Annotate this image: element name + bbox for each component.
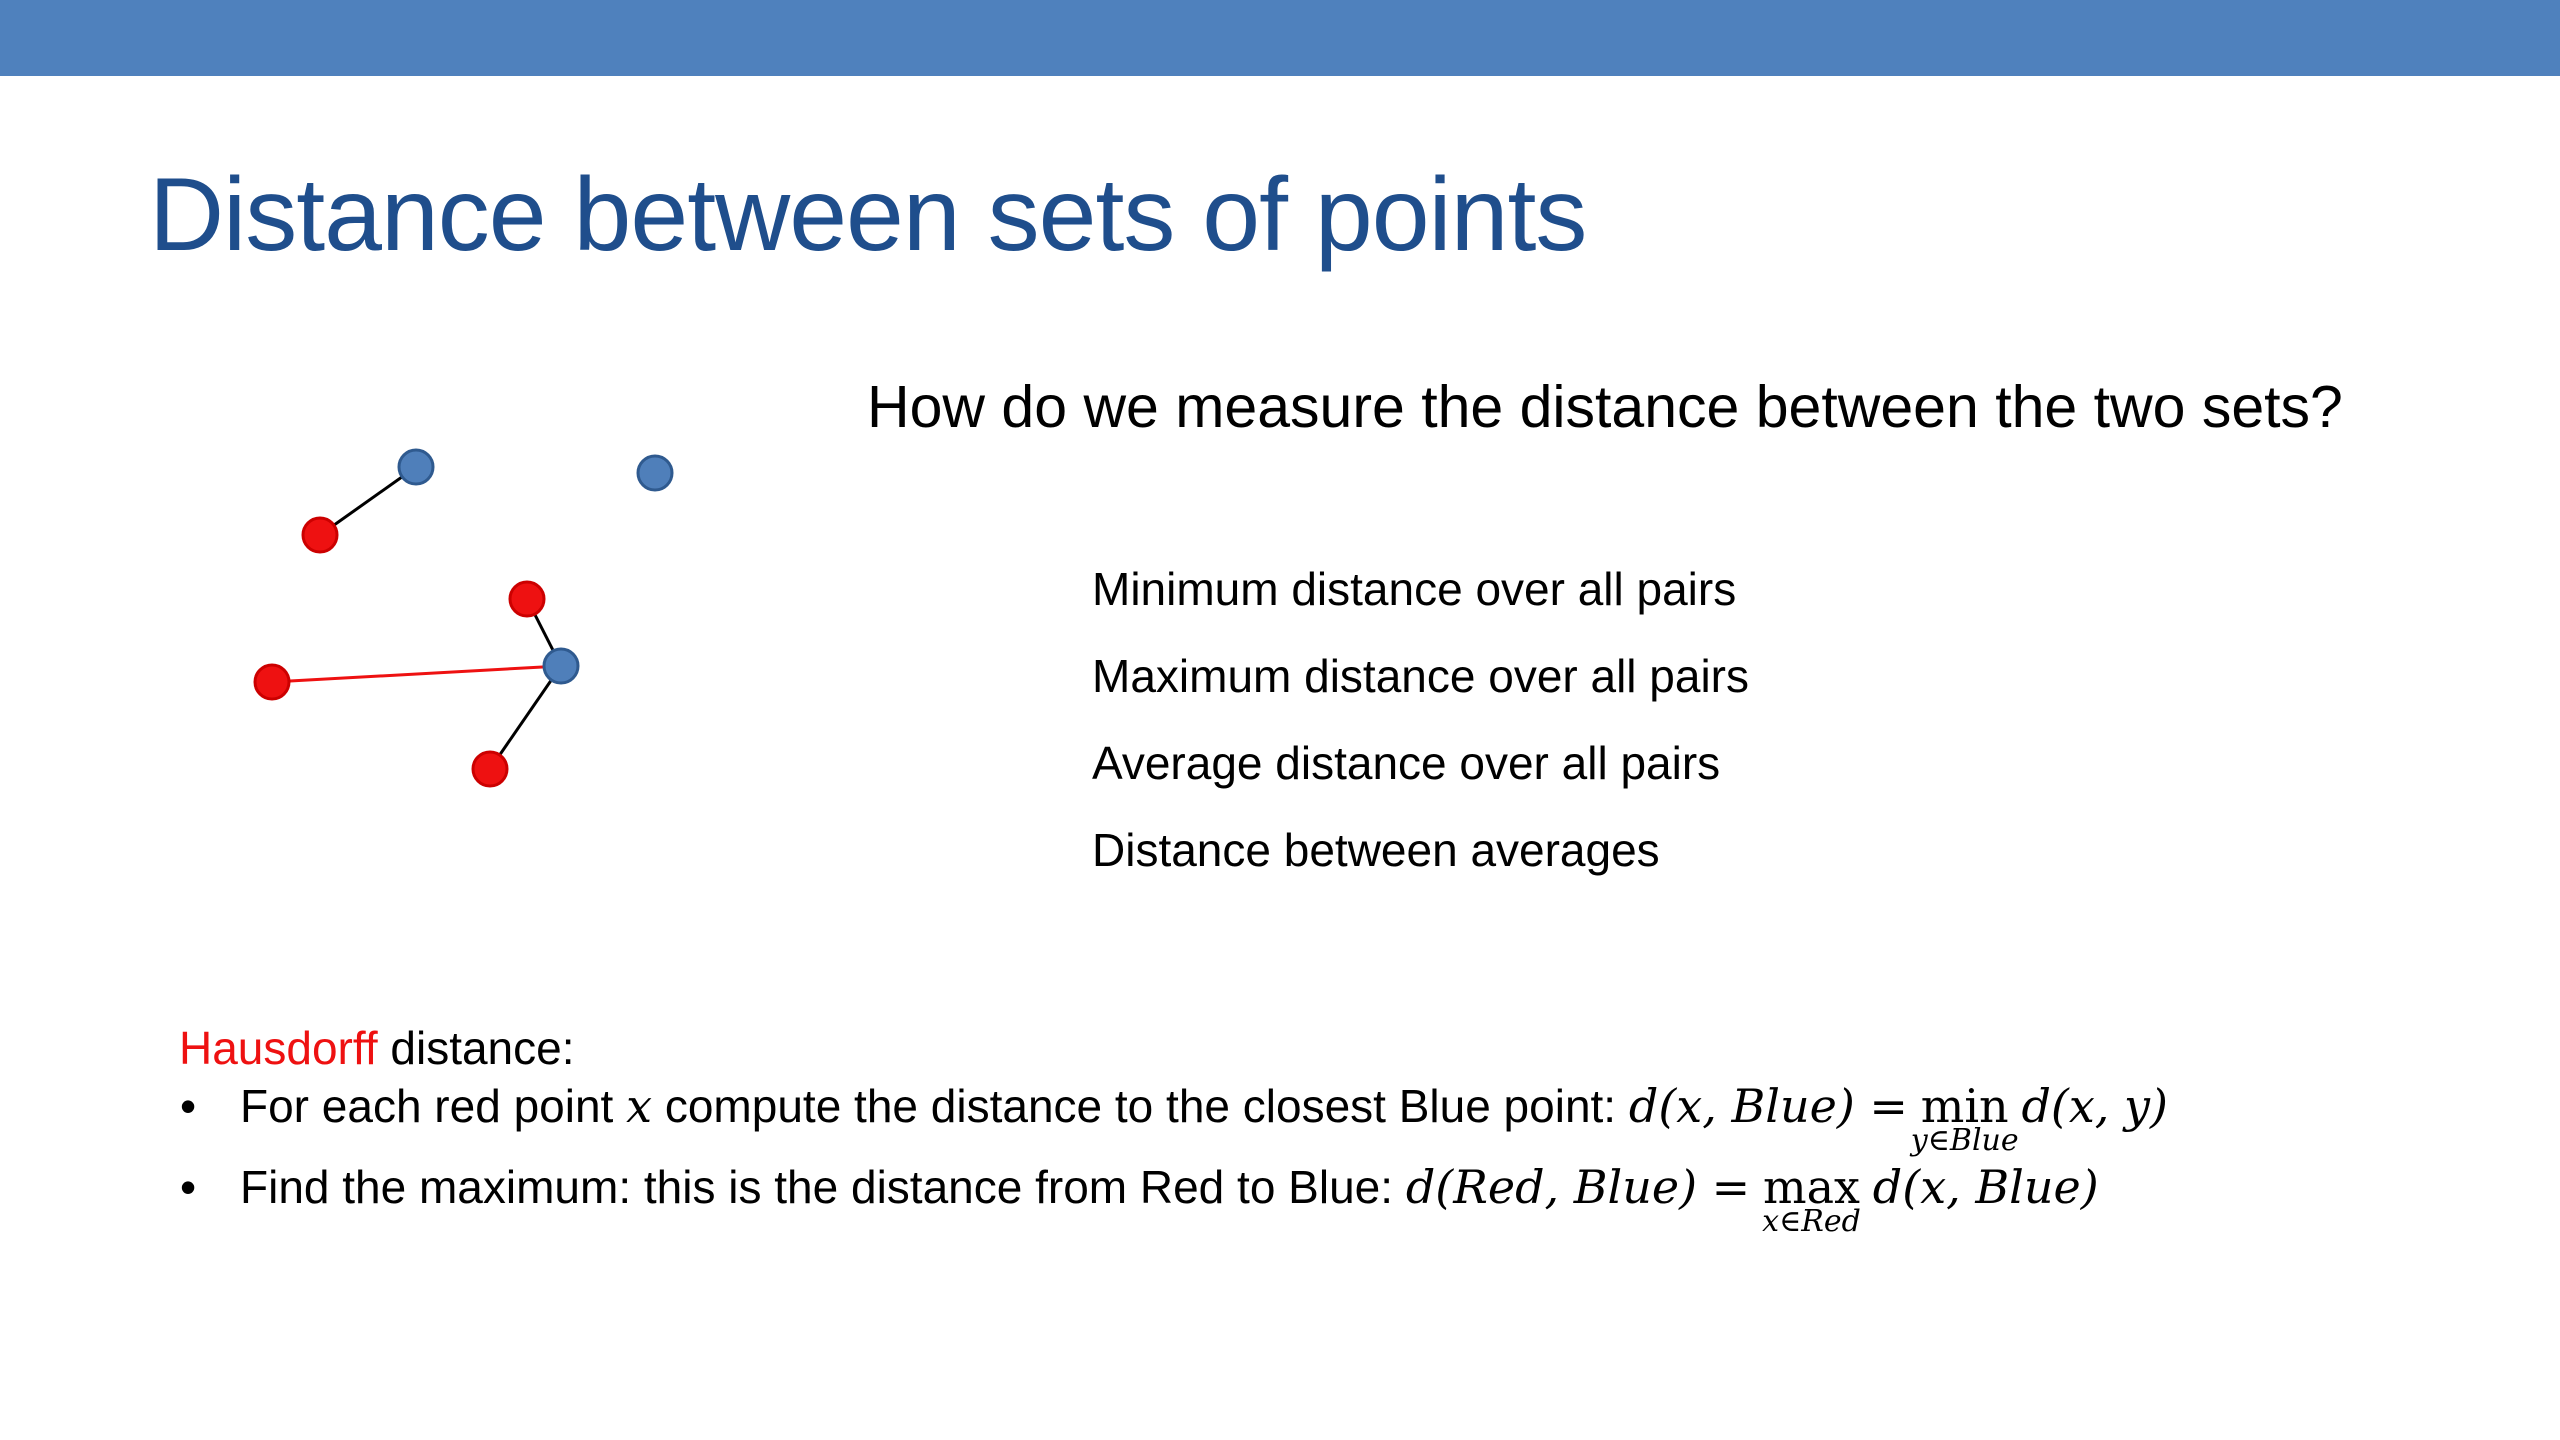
bullet2-text: Find the maximum: this is the distance from Red to Blue: <box>240 1161 1406 1213</box>
min-operator-symbol: min <box>1920 1079 2009 1133</box>
bullet2-formula-rhs: d(x, Blue) <box>1872 1160 2099 1214</box>
hausdorff-bullet-2 <box>180 1157 2099 1239</box>
link-red4-blue3 <box>490 666 561 769</box>
bullet2-max-operator <box>1762 1157 1861 1239</box>
bullet-marker: • <box>180 1080 197 1132</box>
option-maximum: Maximum distance over all pairs <box>1092 650 1750 702</box>
red-point <box>473 752 507 786</box>
slide-title: Distance between sets of points <box>149 157 1587 273</box>
bullet1-text-post: compute the distance to the closest Blue point: <box>652 1080 1629 1132</box>
bullet1-text-pre: For each red point <box>240 1080 627 1132</box>
bullet1-formula-rhs: d(x, y) <box>2021 1079 2168 1133</box>
blue-point <box>399 450 433 484</box>
option-average: Average distance over all pairs <box>1092 737 1721 789</box>
hausdorff-bullet-1 <box>180 1076 2168 1158</box>
bullet1-formula-lhs: d(x, Blue) = <box>1628 1079 1908 1133</box>
red-point <box>255 665 289 699</box>
distance-options-list <box>1092 560 1749 908</box>
link-red3-blue3-max <box>272 666 561 682</box>
red-point <box>510 582 544 616</box>
min-operator-subscript: y∈Blue <box>1910 1123 2019 1158</box>
blue-point <box>544 649 578 683</box>
hausdorff-heading-rest: distance: <box>377 1022 575 1074</box>
bullet2-formula-lhs: d(Red, Blue) = <box>1405 1160 1751 1214</box>
option-between-averages: Distance between averages <box>1092 824 1660 876</box>
point-sets-diagram <box>220 420 720 820</box>
option-minimum: Minimum distance over all pairs <box>1092 563 1737 615</box>
bullet-marker: • <box>180 1161 197 1213</box>
hausdorff-heading <box>179 1018 575 1078</box>
bullet1-var-x: x <box>626 1079 653 1133</box>
blue-point <box>638 456 672 490</box>
max-operator-subscript: x∈Red <box>1762 1204 1861 1239</box>
question-text: How do we measure the distance between the two sets? <box>867 374 2343 440</box>
max-operator-symbol: max <box>1763 1160 1861 1214</box>
bullet1-min-operator <box>1910 1076 2019 1158</box>
red-point <box>303 518 337 552</box>
top-banner <box>0 0 2560 76</box>
hausdorff-highlight: Hausdorff <box>179 1022 378 1074</box>
